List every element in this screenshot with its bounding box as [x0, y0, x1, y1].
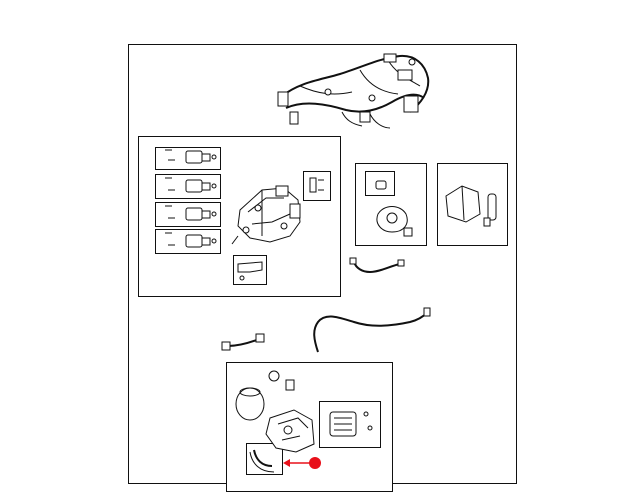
solenoid-4-part — [165, 233, 216, 247]
wiring-harness-part — [278, 54, 428, 128]
coolant-line-part — [222, 308, 430, 352]
coolant-hose-part — [250, 450, 274, 472]
small-tube-part — [350, 258, 404, 272]
solenoid-1-part — [165, 150, 216, 163]
solenoid-2-part — [165, 178, 216, 192]
sensor-part — [310, 178, 324, 192]
red-dot-callout-icon[interactable] — [309, 457, 321, 469]
actuator-part — [446, 186, 496, 226]
filter-housing-part — [266, 410, 314, 452]
valve-body-part — [232, 186, 300, 244]
solenoid-3-part — [165, 206, 216, 220]
bracket-part — [238, 262, 262, 280]
pump-part — [376, 181, 412, 236]
oil-cooler-part — [330, 412, 372, 436]
callout-arrow — [283, 459, 310, 467]
